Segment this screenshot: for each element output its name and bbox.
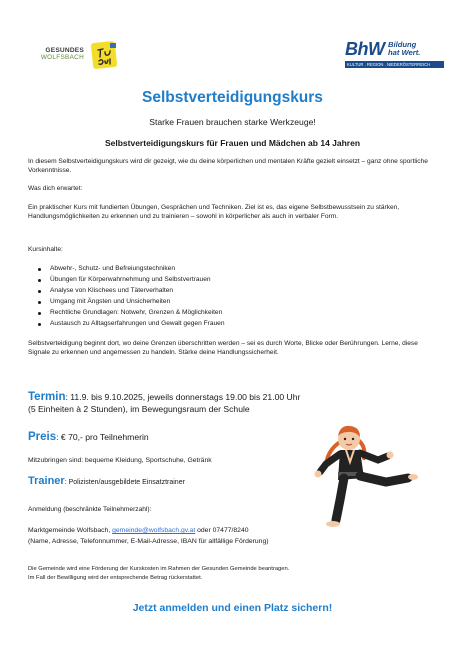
intro-paragraph: In diesem Selbstverteidigungskurs wird dir gezeigt, wie du deine körperlichen und mentalen Kräfte gezielt einsetzt – ganz ohne sportliche Vorkenntnisse. <box>28 158 428 175</box>
logo-left-line1: GESUNDES <box>45 47 84 54</box>
kursinhalte-label: Kursinhalte: <box>28 246 63 253</box>
list-item: Abwehr-, Schutz- und Befreiungstechniken <box>28 264 224 275</box>
bhw-logo-bar <box>345 61 444 68</box>
preis-text: : € 70,- pro Teilnehmerin <box>56 432 149 442</box>
gesundes-wolfsbach-logo <box>34 38 124 72</box>
tagline: Starke Frauen brauchen starke Werkzeuge! <box>149 117 316 127</box>
preis-block <box>28 431 149 443</box>
kontakt-post: oder 07477/8240 <box>195 527 249 534</box>
kontakt-pre: Marktgemeinde Wolfsbach, <box>28 527 113 534</box>
list-item: Übungen für Körperwahrnehmung und Selbstvertrauen <box>28 275 224 286</box>
was-erwartet-label: Was dich erwartet: <box>28 185 83 192</box>
bhw-claim-line2: hat Wert. <box>388 48 421 57</box>
bhw-logo <box>345 39 445 69</box>
kontakt-line2: (Name, Adresse, Telefonnummer, E-Mail-Adresse, IBAN für allfällige Förderung) <box>28 538 269 545</box>
list-item: Rechtliche Grundlagen: Notwehr, Grenzen & Möglichkeiten <box>28 308 224 319</box>
list-item: Analyse von Klischees und Täterverhalten <box>28 286 224 297</box>
logo-left-line2: WOLFSBACH <box>40 54 84 61</box>
bhw-claim-line1: Bildung <box>388 40 417 49</box>
termin-line1: : 11.9. bis 9.10.2025, jeweils donnerstags 19.00 bis 21.00 Uhr <box>65 392 301 402</box>
bhw-logo-main: BhW <box>345 39 385 59</box>
mitbringen-text: Mitzubringen sind: bequeme Kleidung, Sportschuhe, Getränk <box>28 457 212 464</box>
selbstverteidigung-paragraph: Selbstverteidigung beginnt dort, wo deine Grenzen überschritten werden – sei es durch Worte, Blicke oder Berührungen. Lerne, diese Signale zu erkennen und angemessen zu handeln. Stärke deine Handlungssicherheit. <box>28 340 418 357</box>
page-title: Selbstverteidigungskurs <box>142 89 323 106</box>
preis-label: Preis <box>28 431 57 443</box>
course-description: Ein praktischer Kurs mit fundierten Übungen, Gesprächen und Techniken. Ziel ist es, das eigene Selbstbewusstsein zu stärken, Handlungsmöglichkeiten zu erkennen und zu trainieren – sowohl in körperlicher als auch in verbaler Form. <box>28 204 400 221</box>
termin-block <box>28 391 448 415</box>
trainer-text: : Polizisten/ausgebildete Einsatztrainer <box>64 479 185 486</box>
termin-label: Termin <box>28 391 66 403</box>
call-to-action: Jetzt anmelden und einen Platz sichern! <box>132 602 333 614</box>
karate-girl-illustration <box>300 420 420 530</box>
subtitle: Selbstverteidigungskurs für Frauen und Mädchen ab 14 Jahren <box>104 138 361 148</box>
trainer-label: Trainer <box>28 475 65 487</box>
bhw-bar-text: KULTUR . REGION . NIEDERÖSTERREICH <box>347 62 431 67</box>
foerderung-note <box>28 565 428 583</box>
bhw-logo-claim <box>388 41 420 57</box>
email-link[interactable]: gemeinde@wolfsbach.gv.at <box>112 527 196 534</box>
tut-gut-badge-icon <box>90 40 118 70</box>
list-item: Umgang mit Ängsten und Unsicherheiten <box>28 297 224 308</box>
foerderung-line1: Die Gemeinde wird eine Förderung der Kurskosten im Rahmen der Gesunden Gemeinde beantragen. <box>28 566 290 572</box>
anmeldung-label: Anmeldung (beschränkte Teilnehmerzahl): <box>28 506 152 513</box>
kursinhalte-list <box>28 264 224 329</box>
trainer-block <box>28 475 185 487</box>
foerderung-line2: Im Fall der Bewilligung wird der entsprechende Betrag rückerstattet. <box>28 575 203 581</box>
termin-line2: (5 Einheiten à 2 Stunden), im Bewegungsraum der Schule <box>28 404 250 414</box>
list-item: Austausch zu Alltagserfahrungen und Gewalt gegen Frauen <box>28 319 224 330</box>
